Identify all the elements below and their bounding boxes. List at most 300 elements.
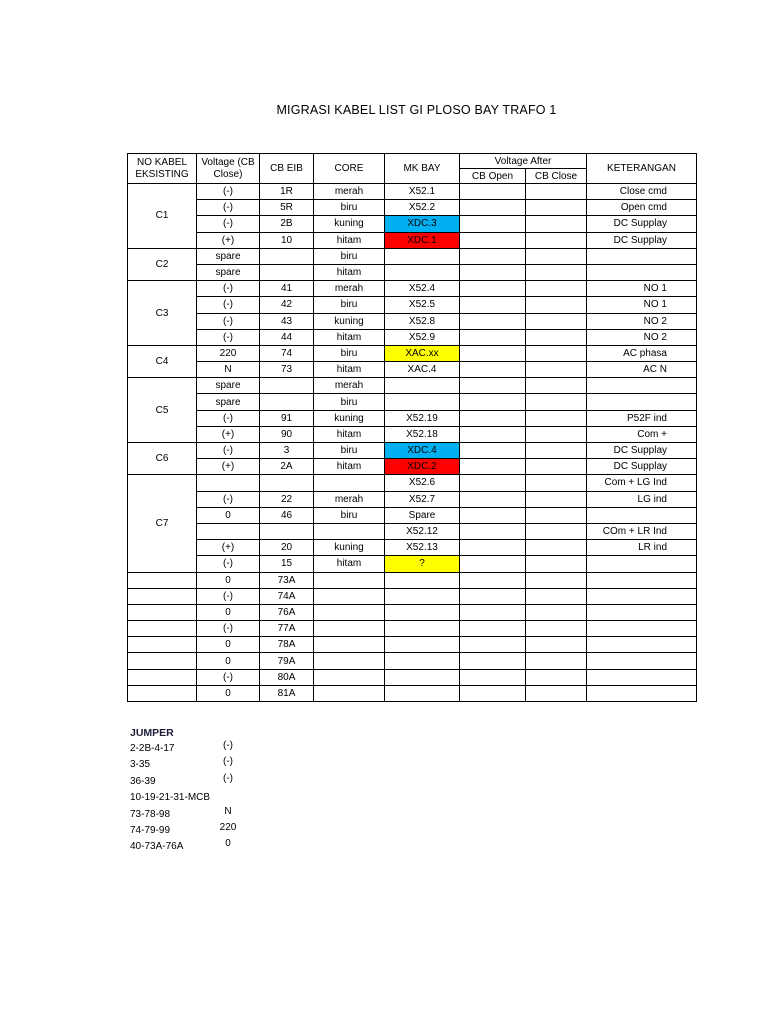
voltage-cell: (+): [197, 426, 260, 442]
table-row: [128, 426, 697, 442]
cb-open-cell: [460, 329, 526, 345]
voltage-cell: [197, 523, 260, 539]
cb-open-cell: [460, 200, 526, 216]
voltage-cell: [197, 475, 260, 491]
cb-close-cell: [526, 394, 587, 410]
table-row: [128, 475, 697, 491]
jumper-list: [130, 740, 237, 856]
cb-close-cell: [526, 491, 587, 507]
keterangan-cell: NO 1: [587, 297, 697, 313]
core-cell: [314, 588, 385, 604]
cable-label: C7: [128, 475, 197, 572]
mk-bay-cell: XDC.4: [385, 443, 460, 459]
cb-close-cell: [526, 443, 587, 459]
jumper-value: (-): [223, 756, 233, 768]
header-core: CORE: [314, 154, 385, 184]
cb-eib-cell: 76A: [260, 604, 314, 620]
mk-bay-cell: [385, 264, 460, 280]
cb-close-cell: [526, 556, 587, 572]
core-cell: [314, 653, 385, 669]
mk-bay-cell: X52.1: [385, 184, 460, 200]
jumper-code: 10-19-21-31-MCB: [130, 792, 211, 804]
mk-bay-cell: X52.6: [385, 475, 460, 491]
table-row: [128, 443, 697, 459]
mk-bay-cell: [385, 378, 460, 394]
table-row: [128, 685, 697, 701]
mk-bay-cell: X52.18: [385, 426, 460, 442]
jumper-code: 74-79-99: [130, 824, 171, 836]
table-row: [128, 248, 697, 264]
keterangan-cell: [587, 669, 697, 685]
jumper-value: (-): [223, 740, 233, 751]
voltage-cell: (-): [197, 621, 260, 637]
keterangan-cell: [587, 248, 697, 264]
cb-close-cell: [526, 248, 587, 264]
table-row: [128, 410, 697, 426]
cb-open-cell: [460, 685, 526, 701]
table-row: [128, 653, 697, 669]
header-cb-eib: CB EIB: [260, 154, 314, 184]
cb-open-cell: [460, 604, 526, 620]
mk-bay-cell: [385, 637, 460, 653]
voltage-cell: 0: [197, 572, 260, 588]
voltage-cell: (+): [197, 459, 260, 475]
core-cell: biru: [314, 297, 385, 313]
table-row: [128, 281, 697, 297]
mk-bay-cell: [385, 572, 460, 588]
cb-eib-cell: [260, 523, 314, 539]
table-row: [128, 669, 697, 685]
keterangan-cell: Com + LG Ind: [587, 475, 697, 491]
cb-open-cell: [460, 232, 526, 248]
cb-open-cell: [460, 216, 526, 232]
keterangan-cell: LG ind: [587, 491, 697, 507]
mk-bay-cell: [385, 588, 460, 604]
core-cell: kuning: [314, 410, 385, 426]
voltage-cell: (-): [197, 410, 260, 426]
core-cell: [314, 669, 385, 685]
cb-eib-cell: 74: [260, 345, 314, 361]
cb-eib-cell: 73: [260, 362, 314, 378]
cable-label: [128, 572, 197, 588]
keterangan-cell: [587, 394, 697, 410]
table-row: [128, 572, 697, 588]
table-row: [128, 588, 697, 604]
voltage-cell: (-): [197, 443, 260, 459]
keterangan-cell: [587, 572, 697, 588]
keterangan-cell: [587, 507, 697, 523]
core-cell: [314, 475, 385, 491]
cable-label: [128, 637, 197, 653]
cb-close-cell: [526, 264, 587, 280]
table-row: [128, 637, 697, 653]
cb-close-cell: [526, 669, 587, 685]
cb-open-cell: [460, 264, 526, 280]
voltage-cell: (-): [197, 329, 260, 345]
cb-open-cell: [460, 345, 526, 361]
core-cell: biru: [314, 394, 385, 410]
keterangan-cell: [587, 264, 697, 280]
cable-label: C1: [128, 184, 197, 249]
table-row: [128, 297, 697, 313]
voltage-cell: N: [197, 362, 260, 378]
cb-eib-cell: 1R: [260, 184, 314, 200]
cb-open-cell: [460, 653, 526, 669]
core-cell: hitam: [314, 556, 385, 572]
mk-bay-cell: [385, 685, 460, 701]
header-keterangan: KETERANGAN: [587, 154, 697, 184]
core-cell: kuning: [314, 313, 385, 329]
cb-close-cell: [526, 637, 587, 653]
keterangan-cell: DC Supplay: [587, 459, 697, 475]
cb-open-cell: [460, 426, 526, 442]
core-cell: merah: [314, 491, 385, 507]
cb-close-cell: [526, 604, 587, 620]
mk-bay-cell: [385, 604, 460, 620]
document-title: MIGRASI KABEL LIST GI PLOSO BAY TRAFO 1: [276, 103, 557, 117]
keterangan-cell: [587, 637, 697, 653]
table-row: [128, 313, 697, 329]
cb-open-cell: [460, 394, 526, 410]
core-cell: kuning: [314, 540, 385, 556]
core-cell: [314, 685, 385, 701]
jumper-code: 40-73A-76A: [130, 841, 184, 853]
header-row: [128, 154, 697, 169]
cb-eib-cell: 91: [260, 410, 314, 426]
cb-open-cell: [460, 459, 526, 475]
table-row: [128, 216, 697, 232]
cb-close-cell: [526, 410, 587, 426]
jumper-value: 0: [225, 838, 231, 850]
mk-bay-cell: XAC.4: [385, 362, 460, 378]
mk-bay-cell: Spare: [385, 507, 460, 523]
core-cell: hitam: [314, 459, 385, 475]
voltage-cell: (-): [197, 297, 260, 313]
voltage-cell: (+): [197, 232, 260, 248]
cb-eib-cell: 2B: [260, 216, 314, 232]
voltage-cell: 0: [197, 685, 260, 701]
cb-open-cell: [460, 621, 526, 637]
header-voltage-after: Voltage After: [460, 154, 587, 169]
cb-eib-cell: 81A: [260, 685, 314, 701]
cb-close-cell: [526, 653, 587, 669]
cable-label: C2: [128, 248, 197, 280]
cb-close-cell: [526, 621, 587, 637]
keterangan-cell: NO 2: [587, 329, 697, 345]
mk-bay-cell: X52.2: [385, 200, 460, 216]
mk-bay-cell: X52.8: [385, 313, 460, 329]
mk-bay-cell: X52.5: [385, 297, 460, 313]
jumper-code: 3-35: [130, 759, 151, 771]
cable-label: [128, 588, 197, 604]
keterangan-cell: [587, 621, 697, 637]
voltage-cell: (-): [197, 491, 260, 507]
table-row: [128, 459, 697, 475]
mk-bay-cell: XAC.xx: [385, 345, 460, 361]
cb-open-cell: [460, 507, 526, 523]
voltage-cell: (-): [197, 556, 260, 572]
keterangan-cell: Com +: [587, 426, 697, 442]
cb-close-cell: [526, 345, 587, 361]
mk-bay-cell: [385, 394, 460, 410]
jumper-row: [130, 805, 232, 823]
table-row: [128, 232, 697, 248]
cable-label: C4: [128, 345, 197, 377]
mk-bay-cell: [385, 248, 460, 264]
cb-open-cell: [460, 572, 526, 588]
jumper-code: 36-39: [130, 775, 156, 787]
table-row: [128, 491, 697, 507]
cb-eib-cell: [260, 394, 314, 410]
mk-bay-cell: X52.7: [385, 491, 460, 507]
cable-label: [128, 685, 197, 701]
voltage-cell: (-): [197, 184, 260, 200]
keterangan-cell: LR ind: [587, 540, 697, 556]
cable-label: C3: [128, 281, 197, 346]
keterangan-cell: NO 2: [587, 313, 697, 329]
core-cell: [314, 621, 385, 637]
mk-bay-cell: X52.13: [385, 540, 460, 556]
cb-eib-cell: [260, 378, 314, 394]
cb-eib-cell: 80A: [260, 669, 314, 685]
keterangan-cell: Open cmd: [587, 200, 697, 216]
cb-open-cell: [460, 362, 526, 378]
cb-eib-cell: 43: [260, 313, 314, 329]
voltage-cell: 0: [197, 637, 260, 653]
mk-bay-cell: XDC.1: [385, 232, 460, 248]
cable-label: [128, 604, 197, 620]
keterangan-cell: DC Supplay: [587, 216, 697, 232]
cb-close-cell: [526, 232, 587, 248]
cb-eib-cell: 90: [260, 426, 314, 442]
cb-open-cell: [460, 184, 526, 200]
mk-bay-cell: X52.19: [385, 410, 460, 426]
cb-eib-cell: 3: [260, 443, 314, 459]
mk-bay-cell: [385, 669, 460, 685]
cb-close-cell: [526, 459, 587, 475]
table-row: [128, 604, 697, 620]
jumper-row: [130, 740, 233, 757]
voltage-cell: (-): [197, 281, 260, 297]
voltage-cell: (-): [197, 313, 260, 329]
keterangan-cell: P52F ind: [587, 410, 697, 426]
core-cell: merah: [314, 378, 385, 394]
cb-eib-cell: 46: [260, 507, 314, 523]
table-row: [128, 621, 697, 637]
voltage-cell: spare: [197, 378, 260, 394]
cb-open-cell: [460, 378, 526, 394]
jumper-value: N: [224, 805, 232, 817]
cb-open-cell: [460, 281, 526, 297]
voltage-cell: spare: [197, 264, 260, 280]
cable-label: [128, 621, 197, 637]
cb-open-cell: [460, 443, 526, 459]
core-cell: hitam: [314, 329, 385, 345]
core-cell: biru: [314, 200, 385, 216]
cb-eib-cell: 10: [260, 232, 314, 248]
mk-bay-cell: XDC.3: [385, 216, 460, 232]
jumper-row: [130, 756, 233, 773]
cb-close-cell: [526, 378, 587, 394]
cb-close-cell: [526, 588, 587, 604]
table-row: [128, 329, 697, 345]
cb-open-cell: [460, 540, 526, 556]
core-cell: hitam: [314, 232, 385, 248]
core-cell: biru: [314, 507, 385, 523]
core-cell: hitam: [314, 426, 385, 442]
cb-close-cell: [526, 685, 587, 701]
voltage-cell: (+): [197, 540, 260, 556]
keterangan-cell: NO 1: [587, 281, 697, 297]
cb-close-cell: [526, 426, 587, 442]
jumper-row: [130, 790, 211, 806]
cb-close-cell: [526, 281, 587, 297]
voltage-cell: 0: [197, 653, 260, 669]
table-row: [128, 556, 697, 572]
keterangan-cell: [587, 588, 697, 604]
cable-label: C5: [128, 378, 197, 443]
voltage-cell: spare: [197, 394, 260, 410]
keterangan-cell: [587, 556, 697, 572]
core-cell: hitam: [314, 362, 385, 378]
cable-label: C6: [128, 443, 197, 475]
cb-close-cell: [526, 216, 587, 232]
jumper-row: [130, 772, 233, 790]
cb-open-cell: [460, 410, 526, 426]
header-mk-bay: MK BAY: [385, 154, 460, 184]
cb-eib-cell: 41: [260, 281, 314, 297]
jumper-code: 2-2B-4-17: [130, 743, 175, 754]
cb-eib-cell: 5R: [260, 200, 314, 216]
core-cell: merah: [314, 281, 385, 297]
voltage-cell: 0: [197, 604, 260, 620]
cb-eib-cell: 42: [260, 297, 314, 313]
cb-close-cell: [526, 540, 587, 556]
cable-list-table: [127, 153, 697, 702]
voltage-cell: (-): [197, 200, 260, 216]
cb-close-cell: [526, 572, 587, 588]
cb-open-cell: [460, 475, 526, 491]
core-cell: hitam: [314, 264, 385, 280]
keterangan-cell: [587, 604, 697, 620]
mk-bay-cell: XDC.2: [385, 459, 460, 475]
cb-open-cell: [460, 313, 526, 329]
cb-open-cell: [460, 523, 526, 539]
cb-open-cell: [460, 248, 526, 264]
cb-eib-cell: 79A: [260, 653, 314, 669]
cb-eib-cell: 74A: [260, 588, 314, 604]
cb-eib-cell: 77A: [260, 621, 314, 637]
table-row: [128, 540, 697, 556]
header-cb-open: CB Open: [460, 169, 526, 184]
cb-eib-cell: 44: [260, 329, 314, 345]
jumper-value: 220: [219, 821, 237, 833]
voltage-cell: 0: [197, 507, 260, 523]
cb-close-cell: [526, 475, 587, 491]
keterangan-cell: [587, 685, 697, 701]
mk-bay-cell: [385, 621, 460, 637]
cb-eib-cell: 78A: [260, 637, 314, 653]
cb-open-cell: [460, 669, 526, 685]
cable-label: [128, 653, 197, 669]
keterangan-cell: DC Supplay: [587, 232, 697, 248]
cb-open-cell: [460, 297, 526, 313]
keterangan-cell: Close cmd: [587, 184, 697, 200]
cb-eib-cell: [260, 475, 314, 491]
voltage-cell: 220: [197, 345, 260, 361]
mk-bay-cell: X52.4: [385, 281, 460, 297]
core-cell: [314, 572, 385, 588]
core-cell: [314, 604, 385, 620]
table-row: [128, 184, 697, 200]
keterangan-cell: [587, 653, 697, 669]
mk-bay-cell: [385, 653, 460, 669]
cb-close-cell: [526, 184, 587, 200]
header-voltage: Voltage (CB Close): [197, 154, 260, 184]
core-cell: biru: [314, 443, 385, 459]
keterangan-cell: DC Supplay: [587, 443, 697, 459]
cb-close-cell: [526, 523, 587, 539]
jumper-row: [130, 821, 237, 839]
cable-label: [128, 669, 197, 685]
table-row: [128, 362, 697, 378]
mk-bay-cell: X52.12: [385, 523, 460, 539]
cb-eib-cell: 15: [260, 556, 314, 572]
voltage-cell: (-): [197, 669, 260, 685]
jumper-section: [130, 725, 237, 856]
cb-eib-cell: 2A: [260, 459, 314, 475]
cb-eib-cell: [260, 248, 314, 264]
table-body: [128, 184, 697, 702]
cb-close-cell: [526, 313, 587, 329]
core-cell: [314, 523, 385, 539]
cb-eib-cell: 20: [260, 540, 314, 556]
keterangan-cell: COm + LR Ind: [587, 523, 697, 539]
keterangan-cell: AC N: [587, 362, 697, 378]
core-cell: merah: [314, 184, 385, 200]
table-row: [128, 345, 697, 361]
mk-bay-cell: X52.9: [385, 329, 460, 345]
jumper-code: 73-78-98: [130, 808, 171, 820]
voltage-cell: (-): [197, 216, 260, 232]
table-row: [128, 200, 697, 216]
cb-close-cell: [526, 200, 587, 216]
core-cell: [314, 637, 385, 653]
mk-bay-cell: ?: [385, 556, 460, 572]
cb-open-cell: [460, 637, 526, 653]
table-row: [128, 264, 697, 280]
core-cell: biru: [314, 345, 385, 361]
keterangan-cell: AC phasa: [587, 345, 697, 361]
header-no-kabel: NO KABEL EKSISTING: [128, 154, 197, 184]
table-row: [128, 394, 697, 410]
cb-close-cell: [526, 362, 587, 378]
table-row: [128, 507, 697, 523]
jumper-title: JUMPER: [130, 727, 174, 739]
voltage-cell: (-): [197, 588, 260, 604]
cb-open-cell: [460, 491, 526, 507]
core-cell: kuning: [314, 216, 385, 232]
jumper-value: (-): [223, 772, 233, 784]
cb-open-cell: [460, 556, 526, 572]
table-row: [128, 523, 697, 539]
header-cb-close: CB Close: [526, 169, 587, 184]
cb-close-cell: [526, 329, 587, 345]
voltage-cell: spare: [197, 248, 260, 264]
cb-eib-cell: 22: [260, 491, 314, 507]
cb-close-cell: [526, 507, 587, 523]
keterangan-cell: [587, 378, 697, 394]
